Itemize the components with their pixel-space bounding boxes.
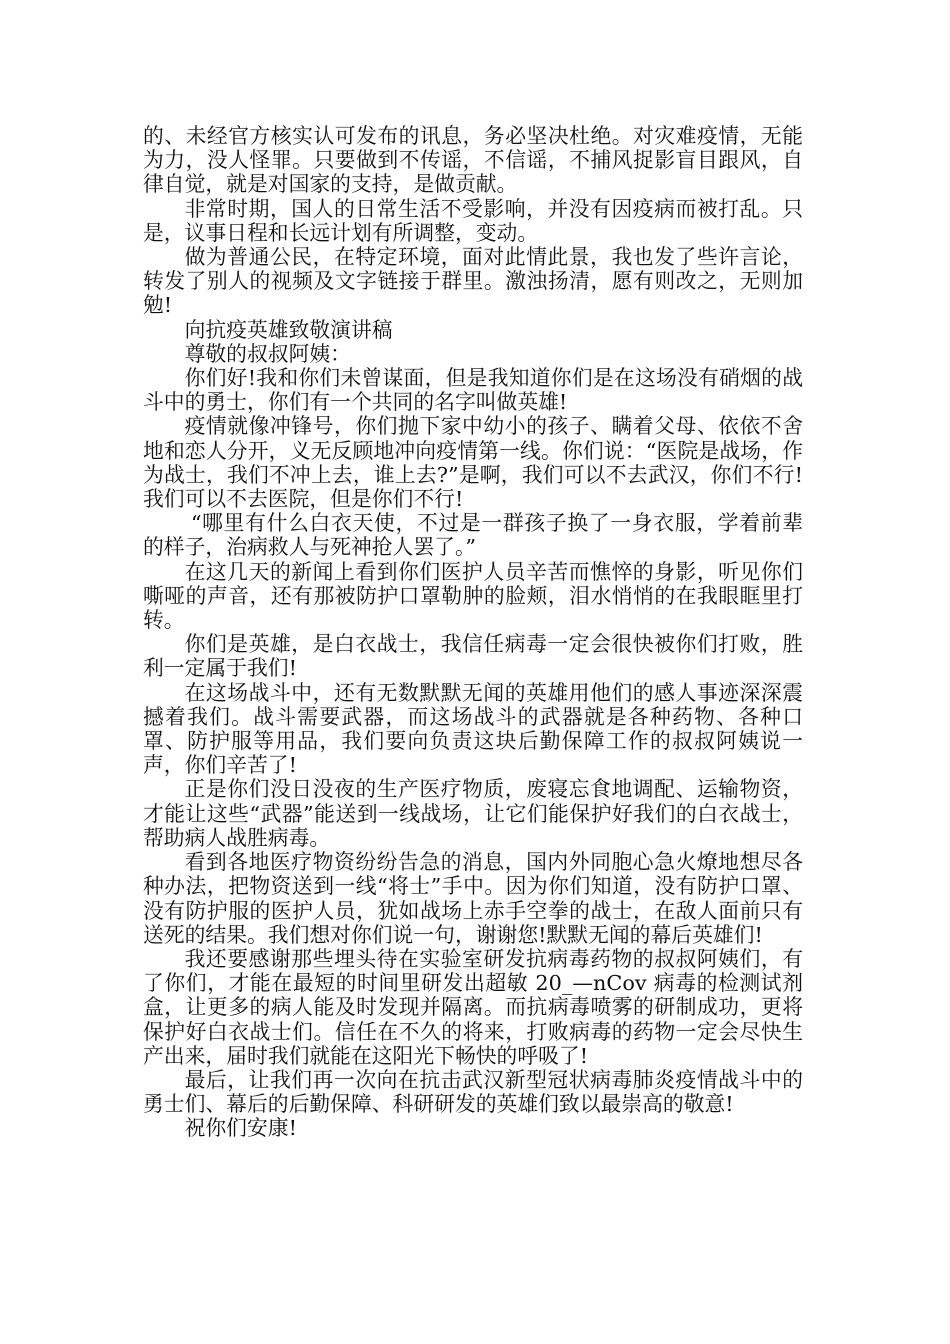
paragraph: 的、未经官方核实认可发布的讯息，务必坚决杜绝。对灾难疫情，无能为力，没人怪罪。只要做到不传谣，不信谣，不捕风捉影盲目跟风，自律自觉，就是对国家的支持，是做贡献。 xyxy=(143,124,803,197)
paragraph: 你们好!我和你们未曾谋面，但是我知道你们是在这场没有硝烟的战斗中的勇士，你们有一个共同的名字叫做英雄! xyxy=(143,366,803,415)
paragraph: 做为普通公民，在特定环境，面对此情此景，我也发了些许言论，转发了别人的视频及文字链接于群里。激浊扬清，愿有则改之，无则加勉! xyxy=(143,245,803,318)
paragraph: 我还要感谢那些埋头待在实验室研发抗病毒药物的叔叔阿姨们，有了你们，才能在最短的时间里研发出超敏 20_—nCov 病毒的检测试剂盒，让更多的病人能及时发现并隔离。而抗病毒喷雾的研制成功，更将保护好白衣战士们。信任在不久的将来，打败病毒的药物一定会尽快生产出来，届时我们就能在这阳光下畅快的呼吸了! xyxy=(143,946,803,1068)
paragraph: 最后，让我们再一次向在抗击武汉新型冠状病毒肺炎疫情战斗中的勇士们、幕后的后勤保障、科研研发的英雄们致以最崇高的敬意! xyxy=(143,1067,803,1117)
paragraph: 正是你们没日没夜的生产医疗物质，废寝忘食地调配、运输物资，才能让这些“武器”能送到一线战场，让它们能保护好我们的白衣战士，帮助病人战胜病毒。 xyxy=(143,777,803,850)
salutation: 尊敬的叔叔阿姨： xyxy=(184,341,351,366)
paragraph: 疫情就像冲锋号，你们抛下家中幼小的孩子、瞒着父母、依依不舍地和恋人分开，义无反顾地冲向疫情第一线。你们说：“医院是战场，作为战士，我们不冲上去，谁上去?”是啊，我们可以不去武汉，你们不行!我们可以不去医院，但是你们不行! xyxy=(143,414,803,512)
speech-title: 向抗疫英雄致敬演讲稿 xyxy=(184,317,393,342)
quote-paragraph: “哪里有什么白衣天使，不过是一群孩子换了一身衣服，学着前辈的样子，治病救人与死神抢人罢了。” xyxy=(143,511,803,560)
paragraph: 非常时期，国人的日常生活不受影响，并没有因疫病而被打乱。只是，议事日程和长远计划有所调整，变动。 xyxy=(143,196,803,245)
paragraph: 在这场战斗中，还有无数默默无闻的英雄用他们的感人事迹深深震撼着我们。战斗需要武器，而这场战斗的武器就是各种药物、各种口罩、防护服等用品，我们要向负责这块后勤保障工作的叔叔阿姨说一声，你们辛苦了! xyxy=(143,680,803,778)
paragraph: 看到各地医疗物资纷纷告急的消息，国内外同胞心急火燎地想尽各种办法，把物资送到一线“将士”手中。因为你们知道，没有防护口罩、没有防护服的医护人员，犹如战场上赤手空拳的战士，在敌人面前只有送死的结果。我们想对你们说一句，谢谢您!默默无闻的幕后英雄们! xyxy=(143,850,803,947)
paragraph: 在这几天的新闻上看到你们医护人员辛苦而憔悴的身影，听见你们嘶哑的声音，还有那被防护口罩勒肿的脸颊，泪水悄悄的在我眼眶里打转。 xyxy=(143,559,803,633)
document-body xyxy=(143,124,803,1141)
closing-line: 祝你们安康! xyxy=(184,1116,297,1141)
paragraph: 你们是英雄，是白衣战士，我信任病毒一定会很快被你们打败，胜利一定属于我们! xyxy=(143,632,803,681)
